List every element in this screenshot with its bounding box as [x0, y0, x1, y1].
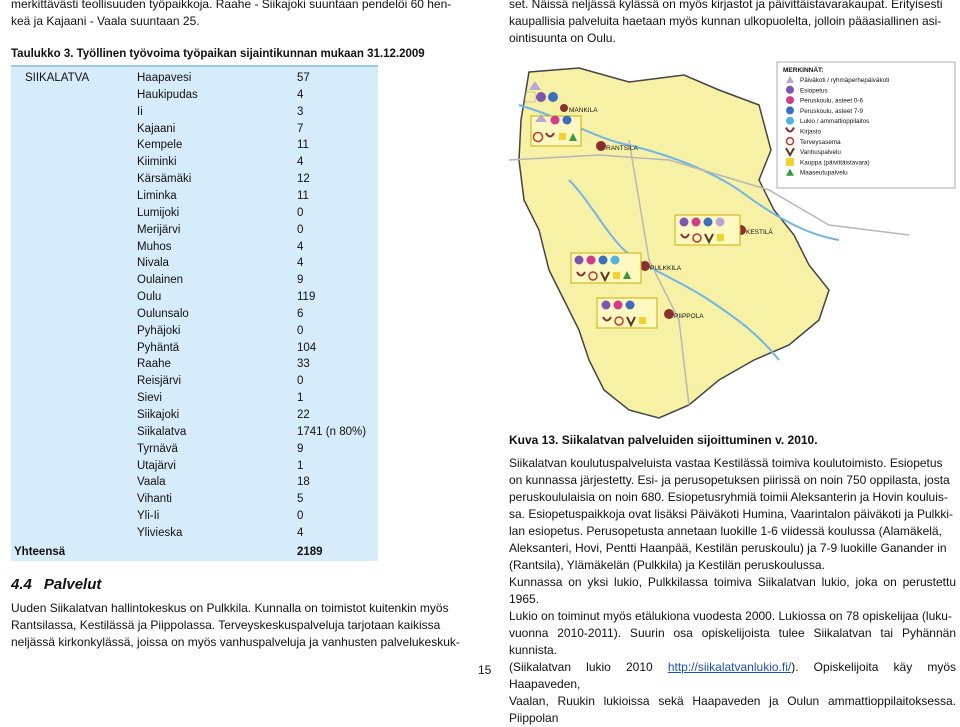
municipality-name: Oulunsalo [137, 307, 189, 320]
municipality-name: Pyhäntä [137, 341, 180, 354]
table-row [11, 424, 378, 441]
legend-symbol-icon [786, 117, 794, 125]
table-row [11, 70, 378, 87]
table-row [11, 508, 378, 525]
legend-symbol-icon [786, 86, 794, 94]
legend-title: MERKINNÄT: [783, 67, 824, 74]
municipality-name: Sievi [137, 392, 162, 405]
figure-caption: Kuva 13. Siikalatvan palveluiden sijoittuminen v. 2010. [509, 433, 818, 447]
worker-count: 18 [297, 476, 310, 489]
municipality-name: Muhos [137, 240, 172, 253]
table-row [11, 474, 378, 491]
municipality-name: Lumijoki [137, 206, 180, 219]
municipality-name: Pyhäjoki [137, 324, 181, 337]
legend-item [786, 76, 889, 84]
municipality-name: Yli-Ii [137, 510, 160, 523]
legend-label: Terveysasema [800, 138, 841, 146]
paragraph-line: ointisuunta on Oulu. [509, 31, 616, 45]
paragraph-line: lan esiopetus. Perusopetusta annetaan luokille 1-6 viidessä koulussa (Alamäkelä, [509, 524, 942, 538]
paragraph-line: peruskoululaisia on noin 680. Esiopetusryhmiä toimii Aleksanterin ja Hovin kouluis- [509, 490, 948, 504]
table-row [11, 171, 378, 188]
employment-table [11, 65, 378, 561]
legend-label: Päiväkoti / ryhmäperhepäiväkoti [800, 77, 890, 84]
legend-symbol-icon [786, 106, 794, 114]
worker-count: 0 [297, 223, 304, 236]
table-row [11, 390, 378, 407]
worker-count: 12 [297, 173, 310, 186]
legend-label: Lukio / ammattioppilaitos [800, 118, 870, 126]
worker-count: 0 [297, 206, 304, 219]
legend-label: Esiopetus [800, 87, 828, 95]
worker-count: 4 [297, 257, 304, 270]
service-symbols-piippola [597, 298, 657, 328]
total-value: 2189 [297, 545, 323, 558]
legend-label: Vanhuspalvelu [800, 149, 841, 157]
worker-count: 4 [297, 88, 304, 101]
paragraph-line: set. Näissä neljässä kylässä on myös kirjastot ja päivittäistavarakaupat. Erityisesti [509, 0, 943, 11]
table-title: Taulukko 3. Työllinen työvoima työpaikan sijaintikunnan mukaan 31.12.2009 [11, 48, 425, 60]
place-label: MANKILA [569, 107, 598, 114]
worker-count: 9 [297, 274, 304, 287]
paragraph-line: Uuden Siikalatvan hallintokeskus on Pulkkila. Kunnalla on toimistot kuitenkin myös [11, 601, 449, 615]
worker-count: 7 [297, 122, 304, 135]
worker-count: 11 [297, 139, 309, 152]
table-row [11, 458, 378, 475]
municipality-name: Haukipudas [137, 88, 198, 101]
paragraph-line: (Rantsila), Ylämäkelän (Pulkkila) ja Kestilän peruskoulussa. [509, 558, 825, 572]
table-total-row [11, 544, 378, 561]
table-row [11, 222, 378, 239]
paragraph-line: on kunnassa järjestetty. Esi- ja perusopetuksen piirissä on noin 750 oppilasta, josta [509, 473, 950, 487]
table-row [11, 407, 378, 424]
worker-count: 1 [297, 459, 304, 472]
municipality-name: Raahe [137, 358, 171, 371]
origin-label: SIIKALATVA [25, 72, 90, 84]
municipality-name: Liminka [137, 189, 177, 202]
legend-label: Peruskoulu, asteet 0-6 [800, 97, 864, 105]
section-number: 4.4 [11, 576, 32, 593]
table-row [11, 121, 378, 138]
table-row [11, 525, 378, 542]
municipality-name: Nivala [137, 257, 169, 270]
municipality-name: Vihanti [137, 493, 172, 506]
table-row [11, 441, 378, 458]
place-marker-icon [560, 104, 568, 112]
worker-count: 4 [297, 240, 304, 253]
paragraph-line: vuonna 2010-2011). Suurin osa opiskelijoista tulee Siikalatvan tai Pyhännän kunnista. [509, 626, 956, 657]
municipality-name: Vaala [137, 476, 166, 489]
worker-count: 1741 (n 80%) [297, 425, 367, 438]
paragraph-line: Kunnassa on yksi lukio, Pulkkilassa toimiva Siikalatvan lukio, joka on perustettu 1965. [509, 575, 956, 606]
worker-count: 33 [297, 358, 310, 371]
service-symbols-kestila [675, 215, 740, 245]
service-symbols-pulkkila [571, 253, 641, 283]
left-bottom-text [11, 600, 478, 651]
municipality-name: Siikajoki [137, 409, 180, 421]
table-row [11, 356, 378, 373]
services-map [509, 60, 956, 421]
table-row [11, 306, 378, 323]
total-label: Yhteensä [14, 545, 66, 558]
legend-symbol-icon [786, 96, 794, 104]
worker-count: 119 [297, 291, 316, 304]
worker-count: 9 [297, 442, 304, 455]
paragraph-line: Lukio on toiminut myös etälukiona vuodesta 2000. Lukiossa on 78 opiskelijaa (luku- [509, 609, 952, 623]
paragraph-line: kaupallisia palveluita haetaan myös kunnan ulkopuolelta, jolloin pääasiallinen asi- [509, 14, 942, 28]
right-bottom-text [509, 455, 956, 727]
legend-symbol-icon [786, 158, 794, 166]
paragraph-line: Rantsilassa, Kestilässä ja Piippolassa. Terveyskeskuspalveluja tarjotaan kaikissa [11, 618, 441, 632]
worker-count: 3 [297, 105, 304, 118]
table-row [11, 289, 378, 306]
table-row [11, 104, 378, 121]
table-row [11, 154, 378, 171]
paragraph-line: Aleksanteri, Hovi, Pentti Haanpää, Kestilän peruskoulu) ja 7-9 luokille Ganander in [509, 541, 947, 555]
right-top-text [509, 0, 956, 47]
municipality-name: Ii [137, 105, 143, 118]
municipality-name: Oulainen [137, 274, 184, 287]
worker-count: 4 [297, 156, 304, 169]
worker-count: 5 [297, 493, 304, 506]
place-label: PIIPPOLA [674, 313, 704, 320]
table-row [11, 239, 378, 256]
link-prefix: (Siikalatvan lukio 2010 [509, 660, 668, 674]
table-row [11, 205, 378, 222]
table-row [11, 491, 378, 508]
page-number: 15 [478, 663, 492, 677]
worker-count: 104 [297, 341, 317, 354]
place-label: PULKKILA [650, 265, 682, 272]
place-label: KESTILÄ [746, 229, 773, 236]
table-row [11, 188, 378, 205]
place-marker-icon [596, 141, 606, 151]
paragraph-line: sa. Esiopetuspaikkoja ovat lisäksi Päiväkoti Humina, Vaarintalon päiväkoti ja Pulkki- [509, 507, 953, 521]
municipality-name: Reisjärvi [137, 375, 182, 388]
municipality-name: Tyrnävä [137, 442, 178, 455]
legend-label: Maaseutupalvelu [800, 169, 848, 177]
paragraph-line: neljässä kirkonkylässä, joissa on myös vanhuspalveluja ja vanhusten palvelukeskuk- [11, 635, 460, 649]
section-title: Palvelut [43, 576, 102, 593]
paragraph-line: Vaalan, Ruukin lukioissa sekä Haapaveden ja Oulun ammattioppilaitoksessa. Piippolan [509, 694, 956, 725]
legend-label: Peruskoulu, asteet 7-9 [800, 107, 864, 115]
service-symbols-rantsila [531, 114, 581, 146]
worker-count: 0 [297, 510, 304, 523]
worker-count: 0 [297, 324, 304, 337]
legend-label: Kauppa (päivittäistavara) [800, 159, 870, 167]
worker-count: 4 [297, 526, 304, 539]
municipality-name: Kempele [137, 139, 183, 152]
legend-item [786, 86, 828, 95]
municipality-name: Kajaani [137, 122, 176, 135]
worker-count: 22 [297, 409, 310, 421]
worker-count: 57 [297, 72, 310, 84]
table-row [11, 323, 378, 340]
place-label: RANTSILA [606, 145, 638, 152]
table-row [11, 272, 378, 289]
paragraph-line: keä ja Kajaani - Vaala suuntaan 25. [11, 14, 200, 28]
municipality-name: Kärsämäki [137, 173, 192, 186]
municipality-name: Ylivieska [137, 526, 183, 539]
municipality-name: Oulu [137, 291, 162, 304]
table-row [11, 255, 378, 272]
municipality-name: Haapavesi [137, 72, 192, 84]
municipality-name: Merijärvi [137, 223, 181, 236]
table-row [11, 137, 378, 154]
legend-label: Kirjasto [800, 128, 821, 136]
link-suffix: ). Opiskelijoita käy myös Haapaveden, [509, 660, 956, 691]
paragraph-line [509, 659, 956, 693]
lukio-link[interactable]: http://siikalatvanlukio.fi/ [667, 660, 792, 674]
section-heading [11, 576, 101, 593]
municipality-name: Kiiminki [137, 156, 177, 169]
municipality-name: Siikalatva [137, 425, 187, 438]
table-row [11, 87, 378, 104]
worker-count: 11 [297, 189, 309, 202]
place-marker-icon [664, 309, 674, 319]
left-top-text [11, 0, 478, 30]
worker-count: 6 [297, 307, 304, 320]
paragraph-line: Siikalatvan koulutuspalveluista vastaa Kestilässä toimiva koulutoimisto. Esiopetus [509, 456, 943, 470]
table-row [11, 340, 378, 357]
municipality-name: Utajärvi [137, 459, 176, 472]
worker-count: 1 [297, 392, 304, 405]
map-legend [777, 62, 955, 188]
worker-count: 0 [297, 375, 304, 388]
table-row [11, 373, 378, 390]
paragraph-line: merkittävästi teollisuuden työpaikkoja. Raahe - Siikajoki suuntaan pendelöi 60 hen- [11, 0, 452, 11]
